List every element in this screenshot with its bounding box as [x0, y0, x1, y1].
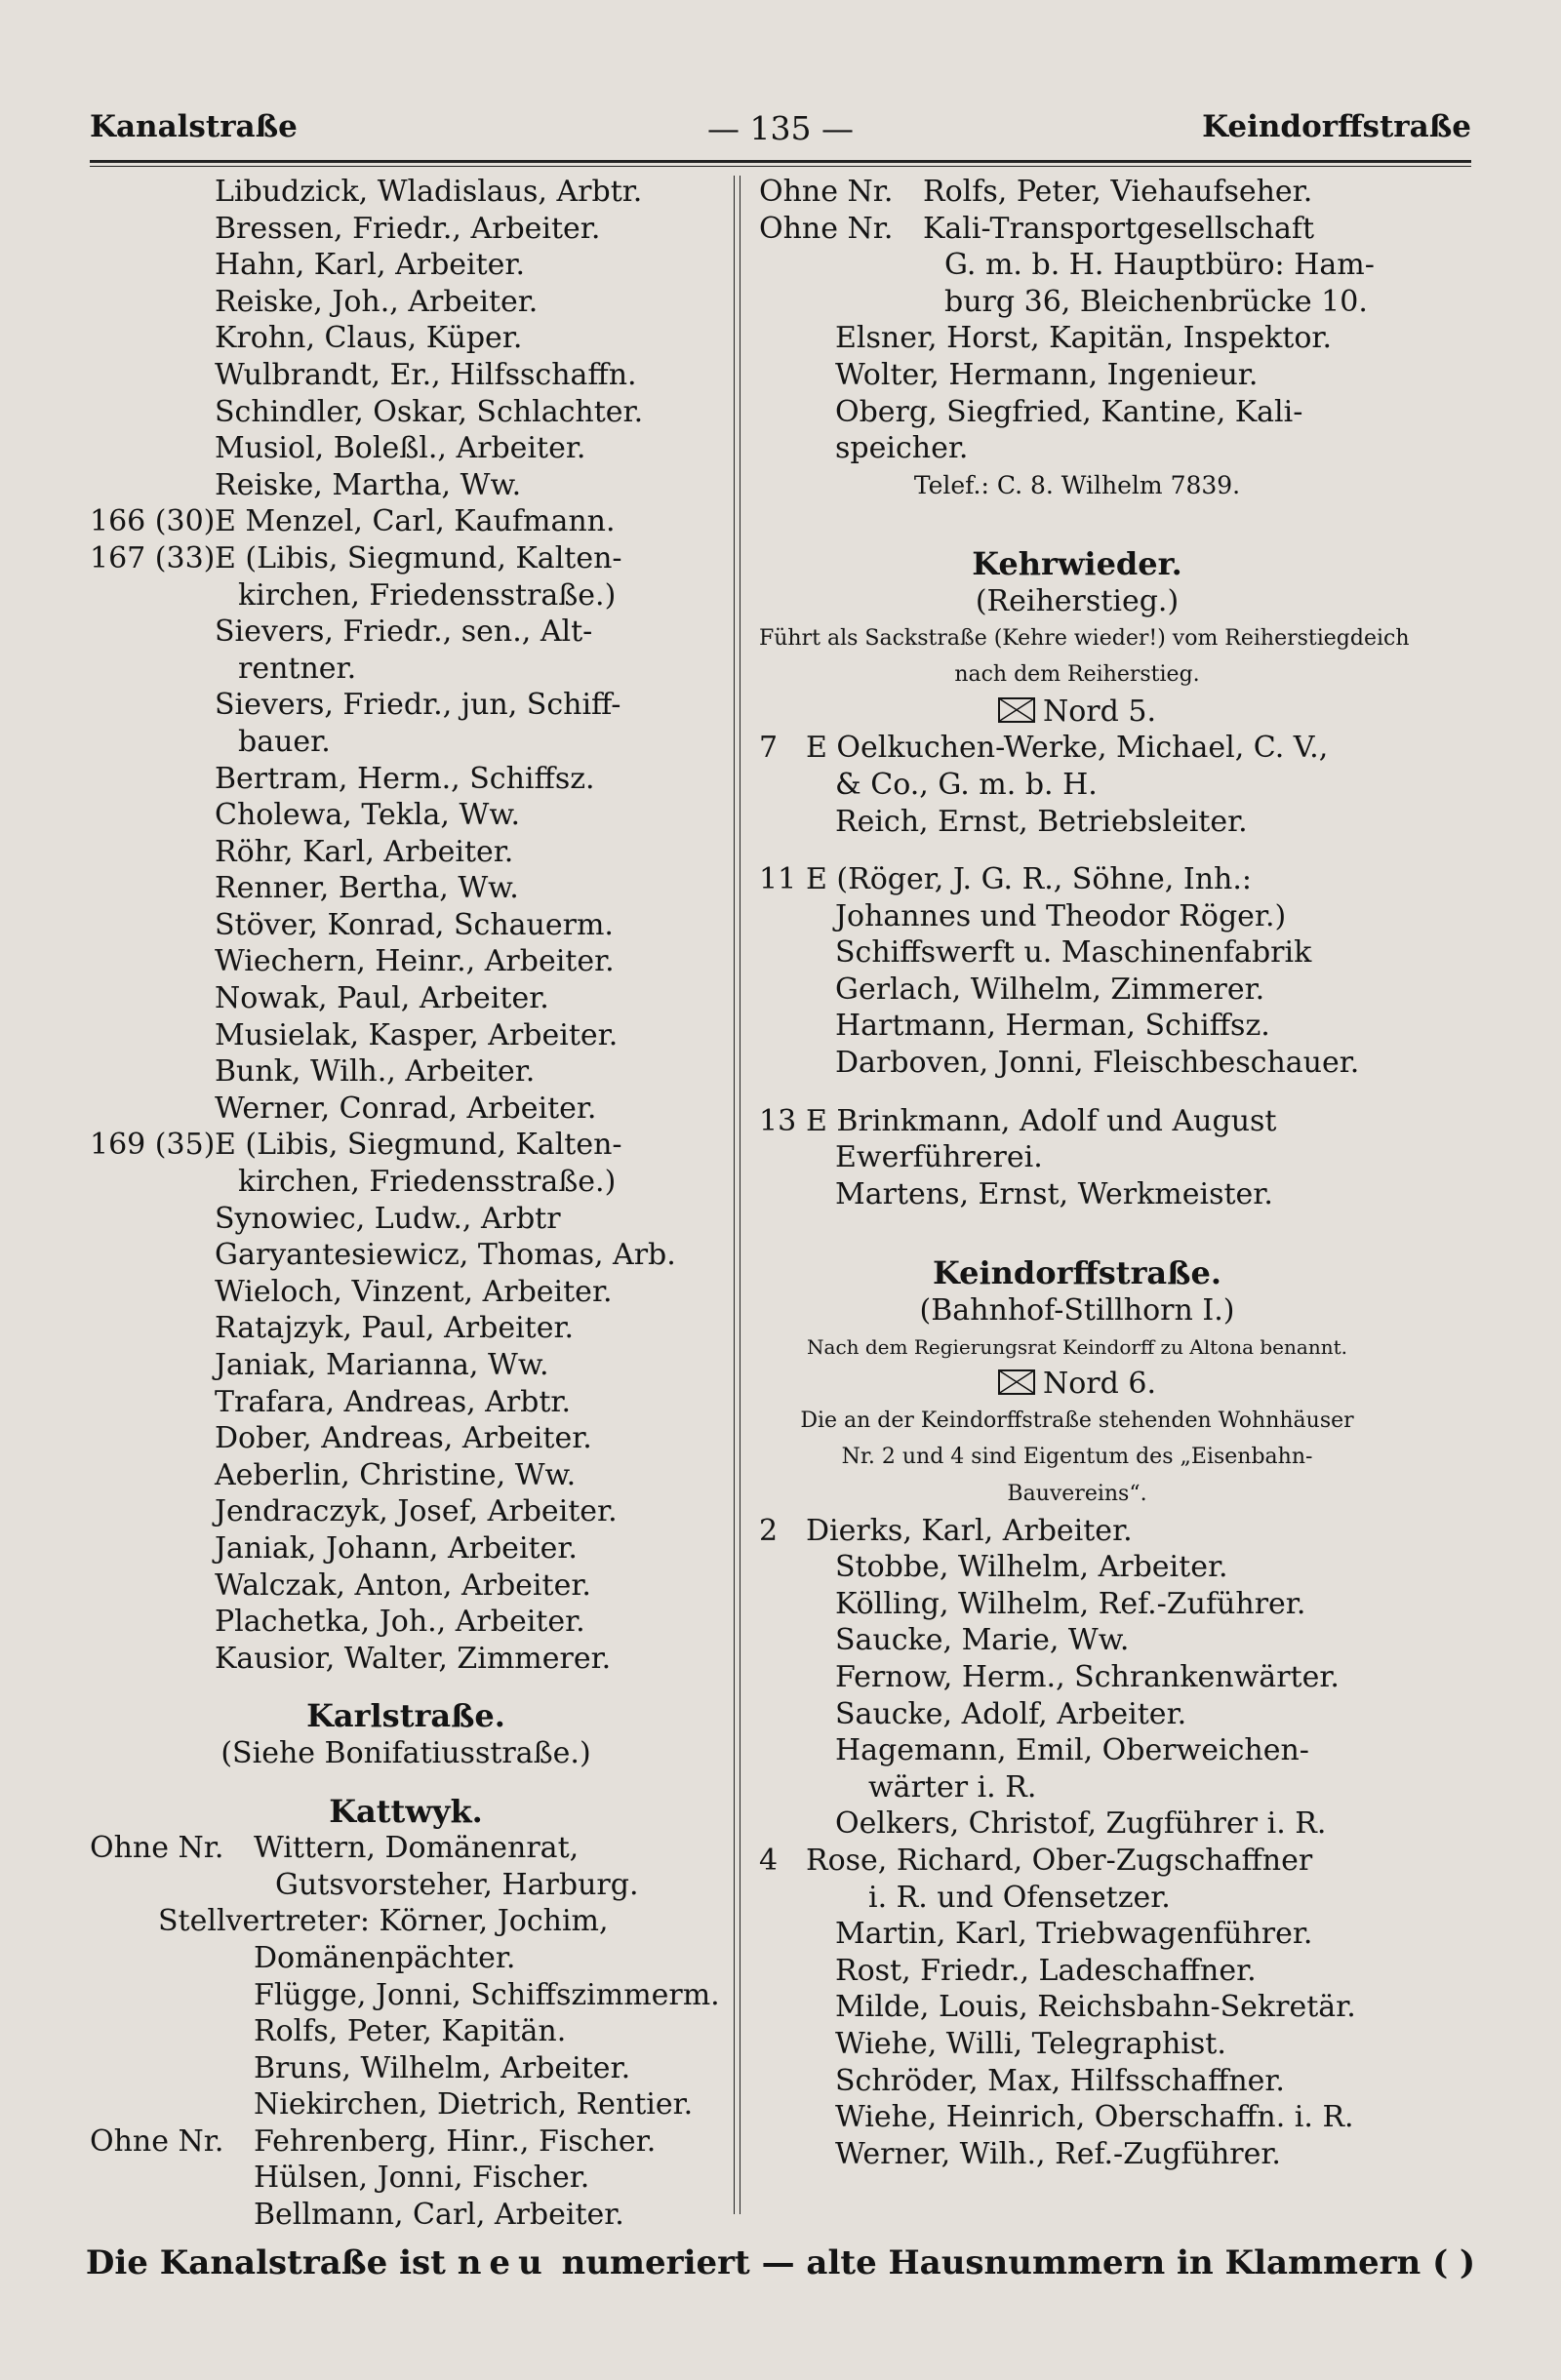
resident-entry: Aeberlin, Christine, Ww.	[215, 1457, 577, 1492]
entry-line	[90, 1237, 722, 1274]
line-text: Karlstraße.	[306, 1697, 505, 1735]
resident-entry: Krohn, Claus, Küper.	[215, 321, 523, 356]
line-text: Führt als Sackstraße (Kehre wieder!) vom Reiherstiegdeich	[759, 625, 1410, 651]
entry-line	[90, 1867, 722, 1904]
entry-line	[90, 1310, 722, 1347]
line-text: Nr. 2 und 4 sind Eigentum des „Eisenbahn-	[841, 1445, 1313, 1470]
resident-entry: Rose, Richard, Ober-Zugschaffner	[806, 1843, 1313, 1878]
entry-line	[90, 943, 722, 980]
spacer	[759, 503, 1395, 546]
line-text: (Siehe Bonifatiusstraße.)	[220, 1735, 591, 1770]
entry-line	[90, 1091, 722, 1128]
envelope-icon	[998, 697, 1035, 723]
entry-line	[90, 1641, 722, 1678]
entry-line	[90, 651, 722, 688]
line-text: Telef.: C. 8. Wilhelm 7839.	[913, 470, 1241, 499]
resident-entry: Dierks, Karl, Arbeiter.	[806, 1513, 1133, 1548]
resident-entry: Hagemann, Emil, Oberweichen-	[835, 1733, 1309, 1768]
entry-line	[90, 577, 722, 615]
entry-line	[90, 430, 722, 467]
resident-entry: Rolfs, Peter, Kapitän.	[254, 2014, 567, 2049]
entry-line	[759, 1549, 1395, 1586]
entry-line	[90, 687, 722, 724]
resident-entry: Janiak, Marianna, Ww.	[215, 1348, 549, 1382]
entry-line	[90, 503, 722, 540]
resident-entry: Bertram, Herm., Schiffsz.	[215, 761, 595, 796]
resident-entry: Hülsen, Jonni, Fischer.	[254, 2161, 590, 2196]
spacer	[759, 1082, 1395, 1103]
resident-entry: Rost, Friedr., Ladeschaffner.	[835, 1953, 1257, 1988]
entry-line	[759, 1989, 1395, 2026]
resident-entry: kirchen, Friedensstraße.)	[238, 1165, 617, 1200]
resident-entry: Domänenpächter.	[254, 1940, 516, 1975]
resident-entry: burg 36, Bleichenbrücke 10.	[944, 284, 1368, 319]
street-note	[759, 1403, 1395, 1440]
line-text: Bauvereins“.	[1007, 1482, 1147, 1506]
resident-entry: E (Röger, J. G. R., Söhne, Inh.:	[806, 862, 1253, 897]
street-heading	[90, 1698, 722, 1735]
resident-entry: Reich, Ernst, Betriebsleiter.	[835, 804, 1248, 839]
resident-entry: Cholewa, Tekla, Ww.	[215, 798, 520, 833]
entry-line	[90, 1017, 722, 1054]
entry-line	[759, 1008, 1395, 1045]
entry-line	[759, 1916, 1395, 1953]
resident-entry: Synowiec, Ludw., Arbtr	[215, 1201, 561, 1236]
entry-line	[90, 1830, 722, 1867]
postal-district	[759, 694, 1395, 731]
entry-line	[90, 357, 722, 394]
house-number: Ohne Nr.	[759, 175, 894, 209]
resident-entry: Kölling, Wilhelm, Ref.-Zuführer.	[835, 1586, 1306, 1621]
entry-line	[759, 174, 1395, 211]
resident-entry: Bressen, Friedr., Arbeiter.	[215, 211, 601, 246]
resident-entry: Milde, Louis, Reichsbahn-Sekretär.	[835, 1990, 1356, 2025]
entry-line	[90, 1530, 722, 1567]
resident-entry: Kausior, Walter, Zimmerer.	[215, 1641, 612, 1676]
entry-line	[90, 2160, 722, 2197]
entry-line	[90, 980, 722, 1017]
postal-district	[759, 1366, 1395, 1403]
resident-entry: Röhr, Karl, Arbeiter.	[215, 834, 514, 869]
entry-line	[90, 1164, 722, 1201]
resident-entry: Stöver, Konrad, Schauerm.	[215, 907, 614, 942]
resident-entry: bauer.	[238, 724, 331, 759]
entry-line	[90, 614, 722, 651]
resident-entry: Werner, Conrad, Arbeiter.	[215, 1091, 597, 1126]
street-heading	[759, 1255, 1395, 1292]
resident-entry: Walczak, Anton, Arbeiter.	[215, 1567, 591, 1603]
house-number: 167 (33)	[90, 540, 216, 575]
line-text: (Reiherstieg.)	[975, 583, 1180, 618]
resident-entry: Reiske, Martha, Ww.	[215, 467, 522, 502]
resident-entry: Sievers, Friedr., sen., Alt-	[215, 615, 593, 650]
entry-line	[759, 1732, 1395, 1769]
entry-line	[90, 1940, 722, 1977]
entry-line	[759, 1843, 1395, 1880]
resident-entry: Libudzick, Wladislaus, Arbtr.	[215, 175, 643, 209]
resident-entry: Musiol, Boleßl., Arbeiter.	[215, 431, 586, 466]
house-number: 7	[759, 731, 779, 766]
right-column	[759, 174, 1410, 2172]
house-number: Ohne Nr.	[759, 211, 894, 246]
footer-note	[0, 2243, 1561, 2282]
resident-entry: Wiehe, Willi, Telegraphist.	[835, 2026, 1226, 2061]
entry-line	[90, 174, 722, 211]
street-note	[759, 1439, 1395, 1476]
street-note	[759, 1292, 1395, 1329]
resident-entry: Fehrenberg, Hinr., Fischer.	[254, 2123, 657, 2159]
resident-entry: Musielak, Kasper, Arbeiter.	[215, 1017, 619, 1052]
entry-line	[90, 1977, 722, 2014]
line-text: Kattwyk.	[329, 1792, 483, 1830]
entry-line	[759, 394, 1395, 431]
entry-line	[759, 1139, 1395, 1176]
resident-entry: Johannes und Theodor Röger.)	[835, 898, 1287, 933]
resident-entry: Wiechern, Heinr., Arbeiter.	[215, 944, 615, 979]
entry-line	[759, 2063, 1395, 2100]
resident-entry: Wolter, Hermann, Ingenieur.	[835, 357, 1259, 392]
entry-line	[759, 211, 1395, 248]
resident-entry: Oberg, Siegfried, Kantine, Kali-	[835, 394, 1303, 429]
entry-line	[759, 861, 1395, 898]
entry-line	[90, 870, 722, 907]
entry-line	[90, 724, 722, 761]
entry-line	[759, 767, 1395, 804]
spacer	[759, 840, 1395, 861]
entry-line	[759, 1176, 1395, 1213]
entry-line	[759, 730, 1395, 767]
line-text: Nord 6.	[1042, 1367, 1156, 1402]
entry-line	[90, 1903, 722, 1940]
resident-entry: Sievers, Friedr., jun, Schiff-	[215, 688, 621, 723]
resident-entry: Schröder, Max, Hilfsschaffner.	[835, 2063, 1285, 2098]
resident-entry: E (Libis, Siegmund, Kalten-	[215, 540, 622, 575]
footer-spaced-word: neu	[457, 2243, 550, 2282]
entry-line	[90, 1457, 722, 1494]
entry-line	[759, 804, 1395, 841]
left-column	[90, 174, 722, 2234]
entry-line	[759, 1880, 1395, 1917]
entry-line	[759, 1769, 1395, 1806]
street-note	[759, 620, 1410, 657]
resident-entry: & Co., G. m. b. H.	[835, 767, 1098, 802]
entry-line	[759, 898, 1395, 935]
entry-line	[90, 1201, 722, 1238]
entry-line	[90, 2086, 722, 2123]
entry-line	[90, 1127, 722, 1164]
resident-entry: Wittern, Domänenrat,	[254, 1831, 580, 1866]
entry-line	[90, 211, 722, 248]
entry-line	[90, 761, 722, 798]
resident-entry: Janiak, Johann, Arbeiter.	[215, 1530, 578, 1566]
line-text: nach dem Reiherstieg.	[954, 662, 1200, 688]
resident-entry: wärter i. R.	[868, 1769, 1037, 1805]
entry-line	[90, 1274, 722, 1311]
entry-line	[759, 284, 1395, 321]
house-number: 169 (35)	[90, 1128, 216, 1163]
entry-line	[759, 247, 1395, 284]
resident-entry: Ewerführerei.	[835, 1140, 1043, 1175]
resident-entry: Trafara, Andreas, Arbtr.	[215, 1384, 572, 1419]
entry-line	[90, 284, 722, 321]
resident-entry: G. m. b. H. Hauptbüro: Ham-	[944, 248, 1375, 283]
resident-entry: Martin, Karl, Triebwagenführer.	[835, 1917, 1313, 1952]
entry-line	[759, 1659, 1395, 1696]
entry-line	[90, 907, 722, 944]
entry-line	[759, 1103, 1395, 1140]
entry-line	[759, 2026, 1395, 2063]
street-note	[759, 583, 1395, 620]
resident-entry: Bellmann, Carl, Arbeiter.	[254, 2198, 624, 2233]
resident-entry: Reiske, Joh., Arbeiter.	[215, 284, 539, 319]
entry-line	[90, 467, 722, 504]
resident-entry: Hartmann, Herman, Schiffsz.	[835, 1009, 1270, 1044]
resident-entry: Garyantesiewicz, Thomas, Arb.	[215, 1238, 676, 1273]
entry-line	[90, 2197, 722, 2234]
entry-line	[90, 1384, 722, 1421]
header-left-street: Kanalstraße	[90, 109, 298, 144]
resident-entry: Schiffswerft u. Maschinenfabrik	[835, 935, 1312, 971]
entry-line	[90, 1420, 722, 1457]
entry-line	[759, 1953, 1395, 1990]
line-text: Kehrwieder.	[972, 545, 1182, 583]
resident-entry: Gerlach, Wilhelm, Zimmerer.	[835, 972, 1265, 1007]
entry-line	[759, 934, 1395, 972]
entry-line	[759, 2136, 1395, 2173]
entry-line	[759, 430, 1395, 467]
entry-line	[759, 320, 1395, 357]
resident-entry: Saucke, Marie, Ww.	[835, 1623, 1130, 1658]
spacer	[90, 1772, 722, 1794]
resident-entry: E Oelkuchen-Werke, Michael, C. V.,	[806, 731, 1329, 766]
line-text: (Bahnhof-Stillhorn I.)	[919, 1293, 1235, 1329]
line-text: Die an der Keindorffstraße stehenden Wohnhäuser	[800, 1408, 1354, 1433]
line-text: Keindorffstraße.	[933, 1254, 1221, 1292]
entry-line	[759, 2099, 1395, 2136]
street-note	[759, 1329, 1395, 1367]
entry-line	[90, 1053, 722, 1091]
resident-entry: Kali-Transportgesellschaft	[923, 211, 1315, 246]
resident-entry: E Brinkmann, Adolf und August	[806, 1103, 1277, 1138]
resident-entry: Oelkers, Christof, Zugführer i. R.	[835, 1806, 1327, 1842]
street-note	[759, 1476, 1395, 1513]
street-heading	[90, 1794, 722, 1831]
entry-line	[90, 1604, 722, 1641]
resident-entry: rentner.	[238, 651, 357, 686]
entry-line	[759, 1805, 1395, 1843]
entry-line	[90, 1567, 722, 1605]
resident-entry: Hahn, Karl, Arbeiter.	[215, 248, 526, 283]
house-number: Ohne Nr.	[90, 2123, 224, 2159]
entry-line	[90, 540, 722, 577]
resident-entry: i. R. und Ofensetzer.	[868, 1880, 1171, 1915]
resident-entry: Stellvertreter: Körner, Jochim,	[158, 1904, 609, 1939]
street-note	[759, 467, 1395, 504]
entry-line	[759, 1696, 1395, 1733]
entry-line	[90, 247, 722, 284]
resident-entry: Gutsvorsteher, Harburg.	[275, 1867, 639, 1902]
resident-entry: kirchen, Friedensstraße.)	[238, 577, 617, 613]
entry-line	[759, 972, 1395, 1009]
entry-line	[90, 834, 722, 871]
resident-entry: Elsner, Horst, Kapitän, Inspektor.	[835, 321, 1333, 356]
street-heading	[759, 546, 1395, 583]
entry-line	[90, 2123, 722, 2161]
house-number: Ohne Nr.	[90, 1831, 224, 1866]
resident-entry: Niekirchen, Dietrich, Rentier.	[254, 2087, 694, 2122]
resident-entry: Wulbrandt, Er., Hilfsschaffn.	[215, 357, 637, 392]
resident-entry: Fernow, Herm., Schrankenwärter.	[835, 1659, 1340, 1694]
resident-entry: Wieloch, Vinzent, Arbeiter.	[215, 1274, 613, 1309]
resident-entry: Flügge, Jonni, Schiffszimmerm.	[254, 1977, 720, 2012]
street-note	[759, 656, 1395, 694]
house-number: 13	[759, 1103, 797, 1138]
header-right-street: Keindorffstraße	[1202, 109, 1471, 144]
footer-part-2: numeriert — alte Hausnummern in Klammern ( )	[549, 2243, 1476, 2282]
entry-line	[90, 797, 722, 834]
resident-entry: speicher.	[835, 431, 969, 466]
resident-entry: Nowak, Paul, Arbeiter.	[215, 981, 549, 1016]
resident-entry: Renner, Bertha, Ww.	[215, 871, 519, 906]
page-number: — 135 —	[707, 109, 854, 147]
header-rule	[90, 160, 1471, 163]
line-text: Nord 5.	[1042, 694, 1156, 729]
entry-line	[90, 1347, 722, 1384]
resident-entry: Darboven, Jonni, Fleischbeschauer.	[835, 1046, 1360, 1081]
footer-part-1: Die Kanalstraße ist	[85, 2243, 458, 2282]
resident-entry: Martens, Ernst, Werkmeister.	[835, 1176, 1273, 1211]
house-number: 4	[759, 1843, 779, 1878]
house-number: 2	[759, 1513, 779, 1548]
resident-entry: Bruns, Wilhelm, Arbeiter.	[254, 2050, 631, 2085]
column-divider	[734, 176, 740, 2214]
envelope-icon	[998, 1369, 1035, 1395]
resident-entry: Bunk, Wilh., Arbeiter.	[215, 1054, 536, 1090]
spacer	[759, 1212, 1395, 1255]
house-number: 11	[759, 862, 797, 897]
resident-entry: Jendraczyk, Josef, Arbeiter.	[215, 1494, 618, 1529]
resident-entry: Rolfs, Peter, Viehaufseher.	[923, 175, 1313, 209]
resident-entry: Werner, Wilh., Ref.-Zugführer.	[835, 2136, 1281, 2171]
street-note	[90, 1735, 722, 1772]
entry-line	[90, 320, 722, 357]
header-rule-thin	[90, 166, 1471, 167]
entry-line	[759, 1513, 1395, 1550]
resident-entry: Saucke, Adolf, Arbeiter.	[835, 1696, 1187, 1731]
resident-entry: Wiehe, Heinrich, Oberschaffn. i. R.	[835, 2100, 1354, 2135]
entry-line	[759, 357, 1395, 394]
resident-entry: Stobbe, Wilhelm, Arbeiter.	[835, 1550, 1228, 1585]
entry-line	[90, 2013, 722, 2050]
entry-line	[759, 1622, 1395, 1659]
entry-line	[90, 394, 722, 431]
entry-line	[759, 1586, 1395, 1623]
resident-entry: Plachetka, Joh., Arbeiter.	[215, 1605, 585, 1640]
house-number: 166 (30)	[90, 504, 216, 539]
entry-line	[90, 2050, 722, 2087]
entry-line	[90, 1493, 722, 1530]
entry-line	[759, 1045, 1395, 1082]
page-header	[90, 109, 1471, 152]
resident-entry: Dober, Andreas, Arbeiter.	[215, 1421, 592, 1456]
resident-entry: E Menzel, Carl, Kaufmann.	[215, 504, 616, 539]
resident-entry: Schindler, Oskar, Schlachter.	[215, 394, 644, 429]
resident-entry: Ratajzyk, Paul, Arbeiter.	[215, 1311, 575, 1346]
resident-entry: E (Libis, Siegmund, Kalten-	[215, 1128, 622, 1163]
line-text: Nach dem Regierungsrat Keindorff zu Altona benannt.	[807, 1334, 1347, 1359]
spacer	[90, 1677, 722, 1698]
